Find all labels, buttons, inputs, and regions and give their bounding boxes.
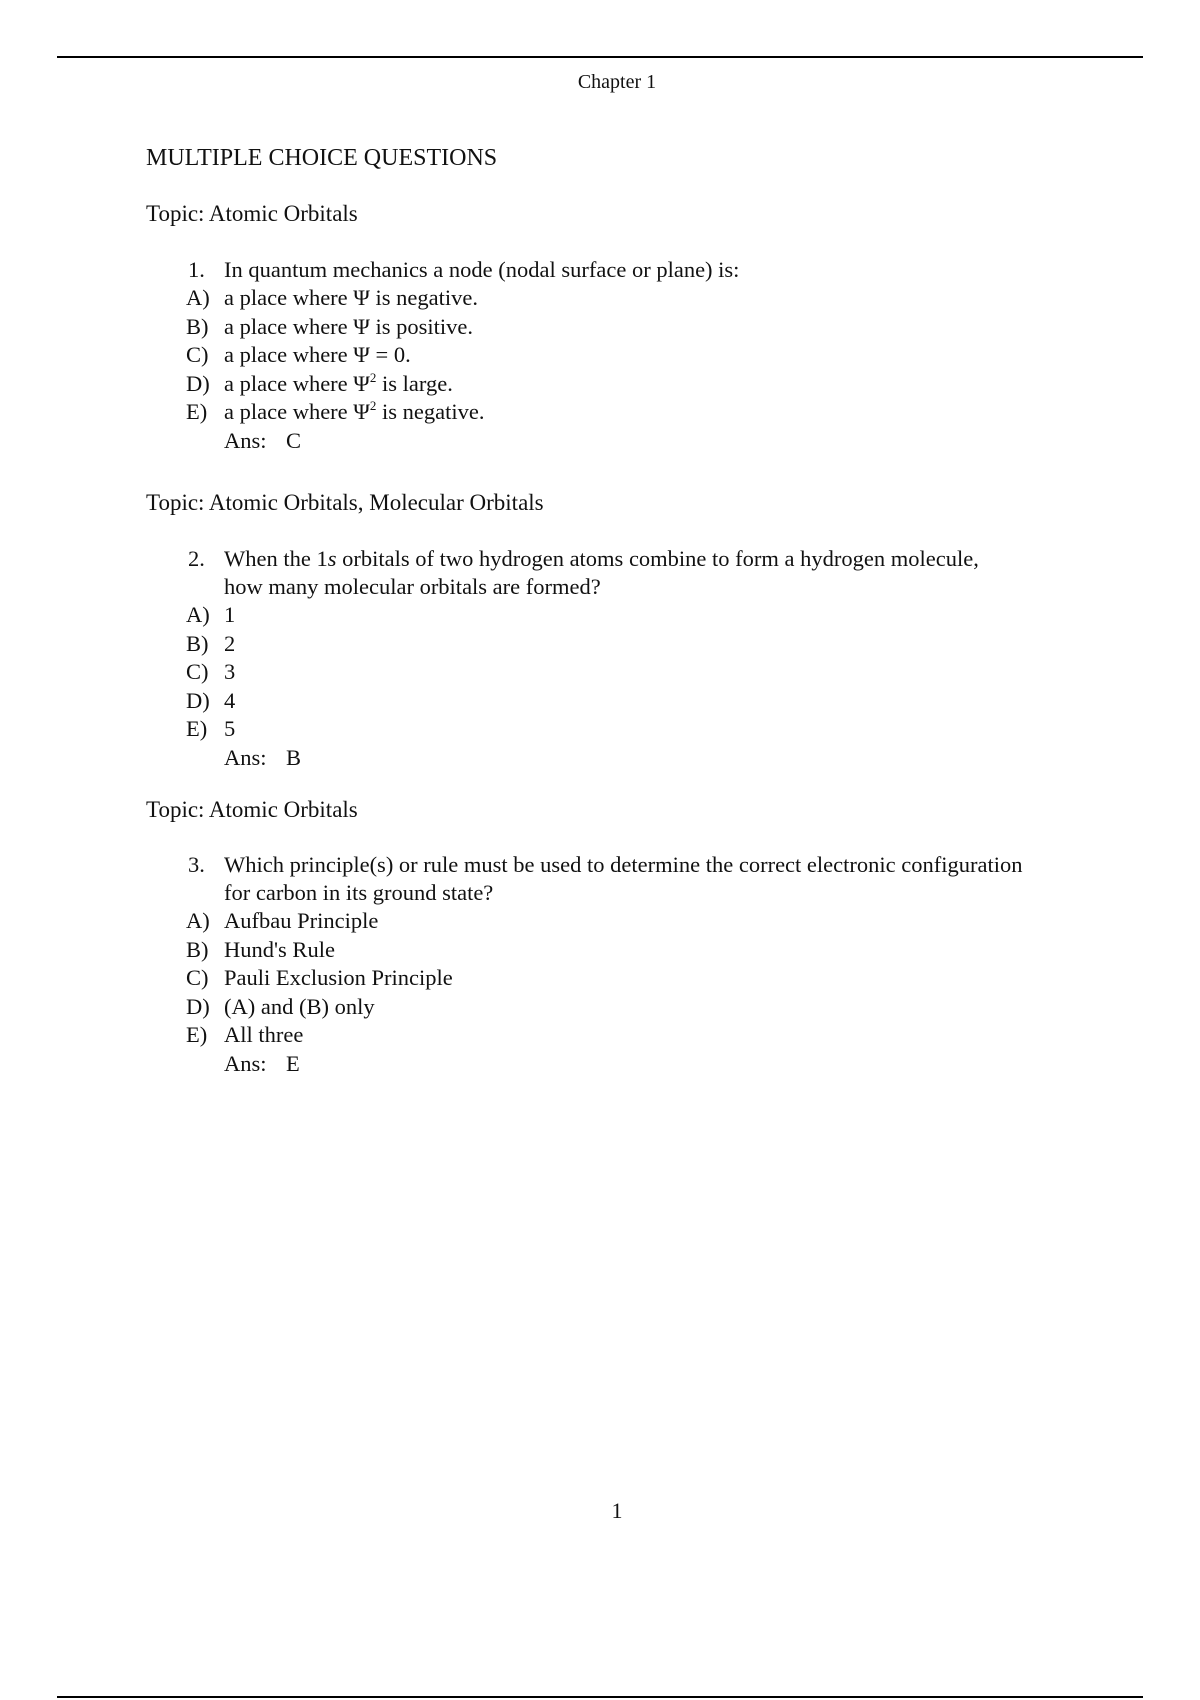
- option-letter: D): [186, 370, 210, 396]
- question-number: 3.: [188, 852, 205, 877]
- option-text: 4: [224, 687, 236, 713]
- question-text: In quantum mechanics a node (nodal surface or plane) is:: [224, 257, 740, 282]
- option-text: Aufbau Principle: [224, 908, 379, 933]
- question-2: [0, 545, 1200, 772]
- question-text-continued: how many molecular orbitals are formed?: [224, 574, 601, 599]
- option-b: [0, 630, 1200, 659]
- option-letter: C): [186, 659, 209, 684]
- question-stem: [0, 256, 1200, 284]
- option-text: a place where $\Psi^2$ is negative.: [224, 398, 485, 424]
- answer-value: E: [286, 1050, 300, 1076]
- section-heading: MULTIPLE CHOICE QUESTIONS: [146, 145, 498, 171]
- option-text: a place where Ψ is positive.: [224, 313, 474, 339]
- question-text: Which principle(s) or rule must be used to determine the correct electronic configuration: [224, 852, 1023, 877]
- option-e: [0, 1021, 1200, 1050]
- question-number: 2.: [188, 546, 205, 571]
- question-number: 1.: [188, 257, 205, 282]
- answer-value: C: [286, 427, 302, 453]
- answer-line: [0, 427, 1200, 455]
- page-number: 1: [611, 1498, 623, 1523]
- option-letter: A): [186, 908, 210, 933]
- option-text: Pauli Exclusion Principle: [224, 965, 453, 990]
- option-letter: E): [186, 1022, 208, 1047]
- option-a: [0, 284, 1200, 313]
- option-c: [0, 341, 1200, 370]
- chapter-header: Chapter 1: [577, 71, 657, 93]
- option-letter: C): [186, 965, 209, 990]
- question-text-continued: for carbon in its ground state?: [224, 880, 494, 905]
- question-stem: [0, 851, 1200, 879]
- bottom-rule: [57, 1696, 1143, 1698]
- option-letter: A): [186, 285, 210, 310]
- topic-label: Topic: Atomic Orbitals: [146, 201, 358, 226]
- option-letter: B): [186, 630, 209, 656]
- topic-label: Topic: Atomic Orbitals: [146, 797, 358, 822]
- answer-line: [0, 744, 1200, 772]
- question-3: [0, 851, 1200, 1078]
- option-b: [0, 936, 1200, 965]
- option-d: [0, 370, 1200, 399]
- option-text: a place where Ψ = 0.: [224, 342, 411, 367]
- option-text: Hund's Rule: [224, 936, 335, 962]
- answer-value: B: [286, 744, 302, 770]
- option-letter: E): [186, 399, 208, 424]
- option-d: [0, 687, 1200, 716]
- top-rule: [57, 56, 1143, 58]
- option-a: [0, 601, 1200, 630]
- option-letter: D): [186, 993, 210, 1019]
- option-text: 1: [224, 602, 236, 627]
- option-c: [0, 964, 1200, 993]
- option-text: a place where Ψ is negative.: [224, 285, 478, 310]
- answer-line: [0, 1050, 1200, 1078]
- option-text: 2: [224, 630, 236, 656]
- option-letter: A): [186, 602, 210, 627]
- option-text: 3: [224, 659, 236, 684]
- option-letter: C): [186, 342, 209, 367]
- option-letter: E): [186, 716, 208, 741]
- option-e: [0, 398, 1200, 427]
- option-text: (A) and (B) only: [224, 993, 375, 1019]
- question-stem: [0, 545, 1200, 573]
- question-text: When the 1s orbitals of two hydrogen atoms combine to form a hydrogen molecule,: [224, 546, 979, 571]
- option-d: [0, 993, 1200, 1022]
- answer-label: Ans:: [224, 427, 267, 453]
- option-text: All three: [224, 1022, 304, 1047]
- answer-label: Ans:: [224, 744, 267, 770]
- option-text: 5: [224, 716, 236, 741]
- question-1: [0, 256, 1200, 455]
- topic-label: Topic: Atomic Orbitals, Molecular Orbitals: [146, 490, 544, 515]
- option-b: [0, 313, 1200, 342]
- option-letter: B): [186, 313, 209, 339]
- option-e: [0, 715, 1200, 744]
- option-c: [0, 658, 1200, 687]
- option-a: [0, 907, 1200, 936]
- answer-label: Ans:: [224, 1050, 267, 1076]
- option-letter: D): [186, 687, 210, 713]
- option-letter: B): [186, 936, 209, 962]
- option-text: a place where $\Psi^2$ is large.: [224, 369, 453, 396]
